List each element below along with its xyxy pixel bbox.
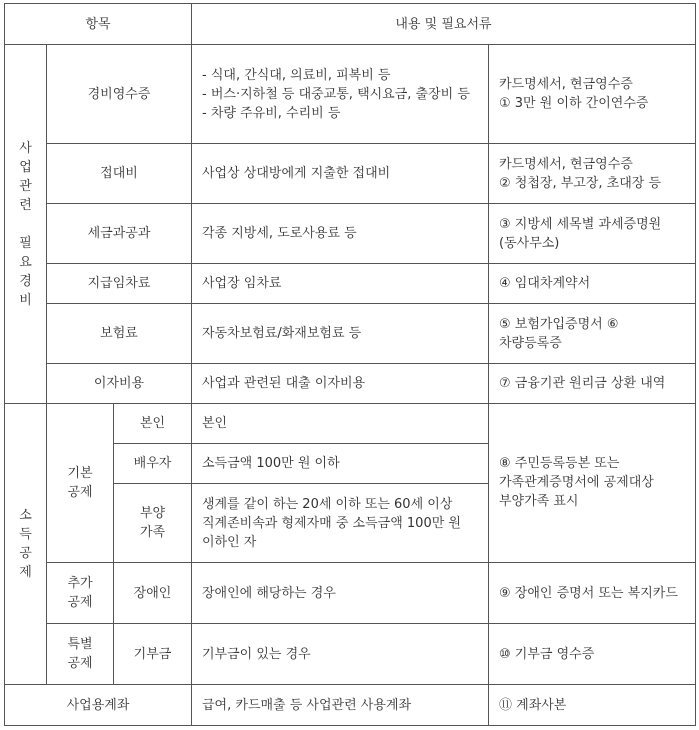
row-item: 세금과공과 bbox=[47, 204, 192, 264]
row-content: 각종 지방세, 도로사용료 등 bbox=[192, 204, 489, 264]
tax-documents-table bbox=[4, 3, 696, 726]
row-content: 사업장 임차료 bbox=[192, 264, 489, 304]
row-item: 배우자 bbox=[114, 444, 192, 484]
row-item: 기부금 bbox=[114, 624, 192, 685]
table-row bbox=[5, 685, 696, 726]
row-item: 보험료 bbox=[47, 304, 192, 364]
row-content: 생계를 같이 하는 20세 이하 또는 60세 이상 직계존비속과 형제자매 중 소득금액 100만 원 이하인 자 bbox=[192, 484, 489, 563]
row-content: 본인 bbox=[192, 404, 489, 444]
table-row bbox=[5, 144, 696, 204]
table-row bbox=[5, 364, 696, 404]
row-item: 경비영수증 bbox=[47, 45, 192, 144]
row-documents: ⑪ 계좌사본 bbox=[489, 685, 696, 726]
additional-deduction-label: 추가 공제 bbox=[47, 563, 114, 624]
header-item: 항목 bbox=[5, 4, 192, 45]
row-content: 기부금이 있는 경우 bbox=[192, 624, 489, 685]
row-content: 소득금액 100만 원 이하 bbox=[192, 444, 489, 484]
row-item: 장애인 bbox=[114, 563, 192, 624]
table-header-row bbox=[5, 4, 696, 45]
row-documents: ③ 지방세 세목별 과세증명원 (동사무소) bbox=[489, 204, 696, 264]
row-documents: 카드명세서, 현금영수증 ① 3만 원 이하 간이연수증 bbox=[489, 45, 696, 144]
row-documents: ⑩ 기부금 영수증 bbox=[489, 624, 696, 685]
row-content: 자동차보험료/화재보험료 등 bbox=[192, 304, 489, 364]
row-documents: ⑤ 보험가입증명서 ⑥ 차량등록증 bbox=[489, 304, 696, 364]
income-deduction-group-label: 소 득 공 제 bbox=[5, 404, 47, 685]
row-documents: ⑨ 장애인 증명서 또는 복지카드 bbox=[489, 563, 696, 624]
row-item-dependents: 부양 가족 bbox=[114, 484, 192, 563]
header-content: 내용 및 필요서류 bbox=[192, 4, 696, 45]
row-documents: ④ 임대차계약서 bbox=[489, 264, 696, 304]
special-deduction-label: 특별 공제 bbox=[47, 624, 114, 685]
business-expense-group-label: 사 업 관 련 필 요 경 비 bbox=[5, 45, 47, 404]
row-item: 본인 bbox=[114, 404, 192, 444]
table-row bbox=[5, 264, 696, 304]
table-row bbox=[5, 563, 696, 624]
row-item: 사업용계좌 bbox=[5, 685, 192, 726]
table-row bbox=[5, 624, 696, 685]
row-item: 지급임차료 bbox=[47, 264, 192, 304]
row-content: - 식대, 간식대, 의료비, 피복비 등 - 버스·지하철 등 대중교통, 택시요금, 출장비 등 - 차량 주유비, 수리비 등 bbox=[192, 45, 489, 144]
row-documents: ⑦ 금융기관 원리금 상환 내역 bbox=[489, 364, 696, 404]
row-content: 사업상 상대방에게 지출한 접대비 bbox=[192, 144, 489, 204]
row-documents: 카드명세서, 현금영수증 ② 청첩장, 부고장, 초대장 등 bbox=[489, 144, 696, 204]
row-content: 장애인에 해당하는 경우 bbox=[192, 563, 489, 624]
row-content: 사업과 관련된 대출 이자비용 bbox=[192, 364, 489, 404]
row-content: 급여, 카드매출 등 사업관련 사용계좌 bbox=[192, 685, 489, 726]
table-row bbox=[5, 304, 696, 364]
table-row bbox=[5, 45, 696, 144]
row-item: 접대비 bbox=[47, 144, 192, 204]
basic-deduction-documents: ⑧ 주민등록등본 또는 가족관계증명서에 공제대상 부양가족 표시 bbox=[489, 404, 696, 563]
table-row bbox=[5, 404, 696, 444]
table-row bbox=[5, 204, 696, 264]
basic-deduction-label: 기본 공제 bbox=[47, 404, 114, 563]
row-item: 이자비용 bbox=[47, 364, 192, 404]
